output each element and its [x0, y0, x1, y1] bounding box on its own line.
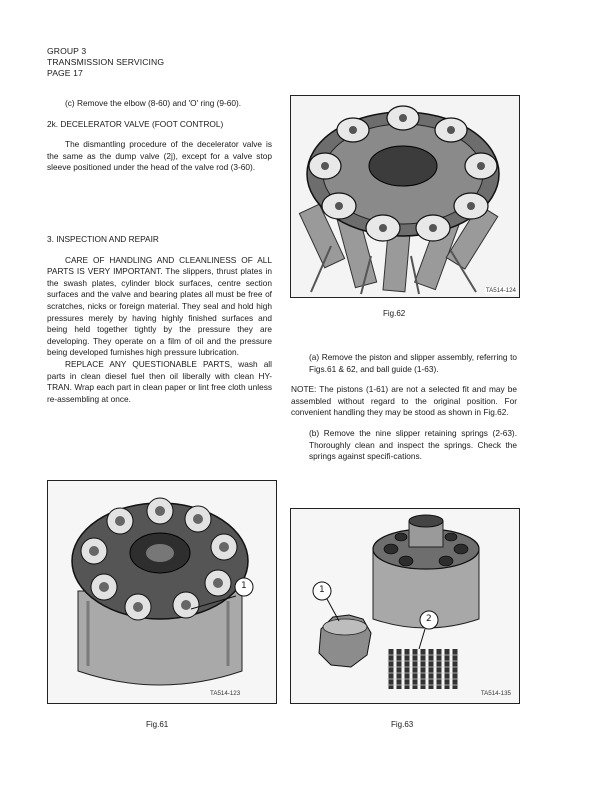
- heading-decelerator-valve: 2k. DECELERATOR VALVE (FOOT CONTROL): [47, 118, 224, 129]
- note-paragraph: NOTE: The pistons (1-61) are not a selected fit and may be assembled without regard to the original position. For convenient handling they may be stood as shown in Fig.62.: [291, 384, 517, 418]
- figure-61-callout-1: 1: [241, 581, 247, 591]
- figure-63-photo: [290, 508, 520, 704]
- left-column-lower: [47, 234, 272, 405]
- figure-61-reference: TA514-123: [210, 690, 241, 697]
- figure-63-reference: TA514-135: [480, 690, 511, 697]
- right-column-text: [291, 352, 517, 463]
- figure-61-photo: [47, 480, 277, 704]
- header-page-number: PAGE 17: [47, 68, 83, 78]
- figure-62-caption: Fig.62: [383, 309, 406, 318]
- replace-parts-paragraph: REPLACE ANY QUESTIONABLE PARTS, wash all parts in clean diesel fuel then oil liberally with clean HY-TRAN. Wrap each part in clean paper or lint free cloth unless re-assembling at once.: [47, 358, 272, 404]
- piston-slipper-illustration: [291, 96, 519, 297]
- left-column-upper: [47, 98, 272, 174]
- figure-61-caption: Fig.61: [146, 720, 169, 729]
- step-c-text: (c) Remove the elbow (8-60) and 'O' ring (9-60).: [65, 98, 242, 108]
- figure-62-photo: [290, 95, 520, 298]
- heading-inspection-repair: 3. INSPECTION AND REPAIR: [47, 234, 159, 244]
- step-a-text: (a) Remove the piston and slipper assembly, referring to Figs.61 & 62, and ball guide (1-63).: [309, 352, 517, 374]
- decelerator-valve-paragraph: The dismantling procedure of the decelerator valve is the same as the dump valve (2j), except for a valve stop sleeve positioned under the head of the valve rod (3-60).: [47, 139, 272, 173]
- step-b-text: (b) Remove the nine slipper retaining springs (2-63). Thoroughly clean and inspect the springs. Check the springs against specifi-cations.: [309, 427, 517, 462]
- figure-63-caption: Fig.63: [391, 720, 414, 729]
- figure-62-reference: TA514-124: [485, 287, 516, 294]
- header-section: TRANSMISSION SERVICING: [47, 57, 165, 67]
- page-header: [47, 46, 164, 79]
- care-of-handling-paragraph: CARE OF HANDLING AND CLEANLINESS OF ALL PARTS IS VERY IMPORTANT. The slippers, thrust plates in the swash plates, cylinder block surfaces, centre section surfaces and the valve and bearing plates all must be free of scratches, nicks or foreign material. They seal and hold high pressures merely by having highly finished surfaces and being held together tightly by the pressure they are developing. They operate on a film of oil and the pressure being developed furnishes high pressure lubrication.: [47, 254, 272, 358]
- figure-63-callout-2: 2: [426, 614, 432, 624]
- figure-63-callout-1: 1: [319, 585, 325, 595]
- cylinder-block-illustration: [48, 481, 276, 703]
- header-group: GROUP 3: [47, 46, 87, 56]
- ball-guide-springs-illustration: [291, 509, 519, 703]
